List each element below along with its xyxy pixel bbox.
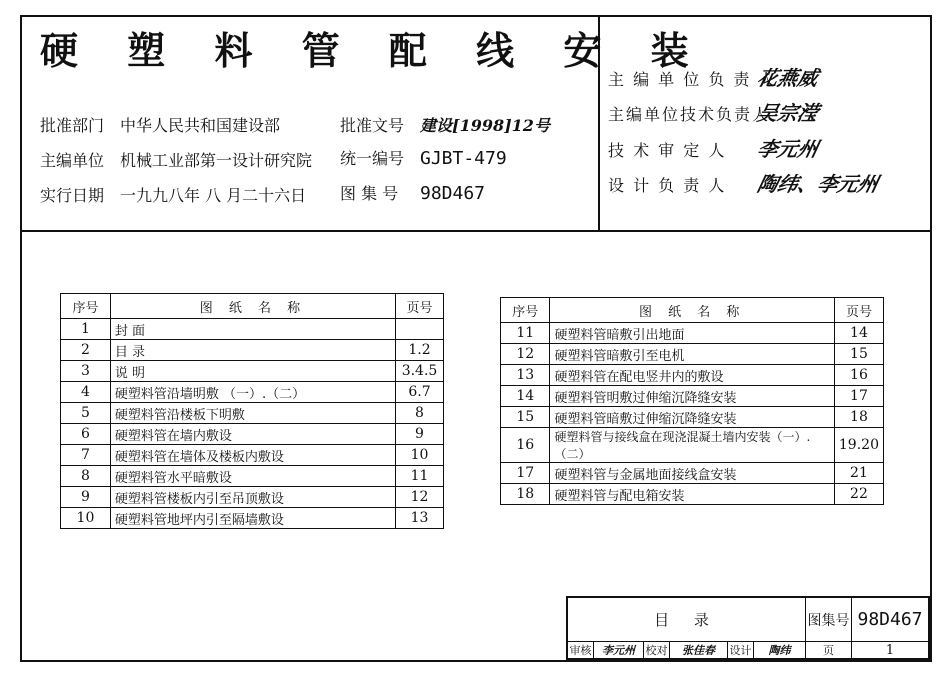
title-block: [566, 596, 930, 660]
info-atlas-number: [340, 181, 485, 204]
header-no: 序号: [61, 294, 111, 319]
row-page: 12: [396, 487, 444, 508]
row-name: 封 面: [110, 319, 395, 340]
table-row: [61, 487, 444, 508]
row-name: 硬塑料管在墙体及楼板内敷设: [110, 445, 395, 466]
table-row: [501, 407, 884, 428]
row-no: 4: [61, 382, 111, 403]
header-no: 序号: [501, 298, 550, 323]
table-row: [501, 463, 884, 484]
row-page: 21: [834, 463, 883, 484]
atlas-label: 图集号: [806, 598, 852, 642]
table-header-row: [61, 294, 444, 319]
row-no: 15: [501, 407, 550, 428]
header-page: 页号: [396, 294, 444, 319]
table-row: [501, 428, 884, 463]
info-value: GJBT-479: [420, 148, 507, 169]
table-row: [501, 386, 884, 407]
sheet-title: 目 录: [568, 598, 806, 642]
row-page: 15: [834, 344, 883, 365]
row-no: 12: [501, 344, 550, 365]
responsible-row: [608, 62, 821, 91]
design-label: 设计: [728, 642, 754, 658]
row-page: 3.4.5: [396, 361, 444, 382]
row-no: 3: [61, 361, 111, 382]
row-page: 22: [834, 484, 883, 505]
signature: 花燕威: [755, 66, 821, 90]
table-row: [501, 365, 884, 386]
table-row: [61, 508, 444, 529]
header-page: 页号: [834, 298, 883, 323]
header-name: 图 纸 名 称: [550, 298, 834, 323]
row-no: 18: [501, 484, 550, 505]
row-name: 硬塑料管暗敷过伸缩沉降缝安装: [550, 407, 834, 428]
row-name: 说 明: [110, 361, 395, 382]
row-page: 9: [396, 424, 444, 445]
signature: 吴宗滢: [755, 101, 821, 125]
header-divider: [22, 230, 930, 232]
responsible-label: 技 术 审 定 人: [608, 141, 727, 160]
info-label: 主编单位: [40, 151, 105, 170]
row-page: 6.7: [396, 382, 444, 403]
row-no: 16: [501, 428, 550, 463]
responsible-row: [608, 133, 821, 162]
table-row: [61, 361, 444, 382]
row-no: 8: [61, 466, 111, 487]
row-name: 硬塑料管与配电箱安装: [550, 484, 834, 505]
row-page: 19.20: [834, 428, 883, 463]
table-header-row: [501, 298, 884, 323]
row-page: 14: [834, 323, 883, 344]
table-row: [501, 323, 884, 344]
check-label: 校对: [644, 642, 670, 658]
page-number: 1: [885, 642, 895, 658]
signature: 陶纬、李元州: [755, 172, 881, 196]
row-no: 6: [61, 424, 111, 445]
info-label: 统一编号: [340, 149, 405, 168]
drawing-list-left: [60, 293, 444, 529]
info-label: 实行日期: [40, 186, 105, 205]
info-label: 批准部门: [40, 116, 105, 135]
design-signature: 陶纬: [754, 642, 806, 658]
row-no: 13: [501, 365, 550, 386]
info-label: 图 集 号: [340, 184, 399, 203]
row-no: 5: [61, 403, 111, 424]
row-name: 硬塑料管暗敷引至电机: [550, 344, 834, 365]
row-no: 17: [501, 463, 550, 484]
row-name: 硬塑料管暗敷引出地面: [550, 323, 834, 344]
row-page: 16: [834, 365, 883, 386]
table-row: [61, 382, 444, 403]
row-page: 10: [396, 445, 444, 466]
row-no: 14: [501, 386, 550, 407]
table-row: [61, 466, 444, 487]
table-row: [61, 403, 444, 424]
table-row: [61, 319, 444, 340]
info-approval-dept: [40, 113, 280, 136]
table-row: [61, 424, 444, 445]
row-page: 17: [834, 386, 883, 407]
row-no: 2: [61, 340, 111, 361]
info-unified-number: [340, 146, 507, 169]
row-page: 8: [396, 403, 444, 424]
info-effective-date: [40, 183, 306, 206]
row-name: 目 录: [110, 340, 395, 361]
row-page: 13: [396, 508, 444, 529]
signature: 李元州: [755, 137, 821, 161]
info-label: 批准文号: [340, 116, 405, 135]
review-signature: 李元州: [594, 642, 644, 658]
row-name: 硬塑料管在配电竖井内的敷设: [550, 365, 834, 386]
info-value: 98D467: [420, 183, 486, 204]
row-page: 11: [396, 466, 444, 487]
row-no: 1: [61, 319, 111, 340]
atlas-number: 98D467: [852, 598, 928, 642]
row-no: 7: [61, 445, 111, 466]
row-page: 18: [834, 407, 883, 428]
row-no: 11: [501, 323, 550, 344]
row-no: 9: [61, 487, 111, 508]
table-row: [61, 445, 444, 466]
row-name: 硬塑料管楼板内引至吊顶敷设: [110, 487, 395, 508]
row-name: 硬塑料管水平暗敷设: [110, 466, 395, 487]
row-page: 1.2: [396, 340, 444, 361]
table-row: [501, 484, 884, 505]
info-editor-unit: [40, 148, 312, 171]
row-no: 10: [61, 508, 111, 529]
row-name: 硬塑料管沿墙明敷 （一）.（二）: [110, 382, 395, 403]
info-value: 中华人民共和国建设部: [120, 116, 281, 135]
responsible-row: [608, 168, 881, 197]
page-title: 硬 塑 料 管 配 线 安 装: [40, 28, 707, 73]
row-name: 硬塑料管明敷过伸缩沉降缝安装: [550, 386, 834, 407]
row-name: 硬塑料管沿楼板下明敷: [110, 403, 395, 424]
info-value: 机械工业部第一设计研究院: [120, 151, 313, 170]
table-row: [61, 340, 444, 361]
check-signature: 张佳春: [670, 642, 728, 658]
responsible-label: 设 计 负 责 人: [608, 176, 727, 195]
row-name: 硬塑料管与接线盒在现浇混凝土墙内安装（一）.（二）: [550, 428, 834, 463]
review-label: 审核: [568, 642, 594, 658]
row-name: 硬塑料管在墙内敷设: [110, 424, 395, 445]
header-name: 图 纸 名 称: [110, 294, 395, 319]
table-row: [501, 344, 884, 365]
responsible-row: [608, 97, 821, 126]
row-name: 硬塑料管与金属地面接线盒安装: [550, 463, 834, 484]
info-approval-doc: [340, 113, 550, 136]
responsible-label: 主编单位技术负责人: [608, 105, 771, 124]
page-label: 页: [806, 642, 852, 658]
row-page: [396, 319, 444, 340]
responsible-label: 主 编 单 位 负 责 人: [608, 70, 777, 89]
info-value: 建设[1998]12号: [420, 116, 550, 135]
row-name: 硬塑料管地坪内引至隔墙敷设: [110, 508, 395, 529]
drawing-list-right: [500, 297, 884, 505]
info-value: 一九九八年 八 月二十六日: [120, 186, 307, 205]
